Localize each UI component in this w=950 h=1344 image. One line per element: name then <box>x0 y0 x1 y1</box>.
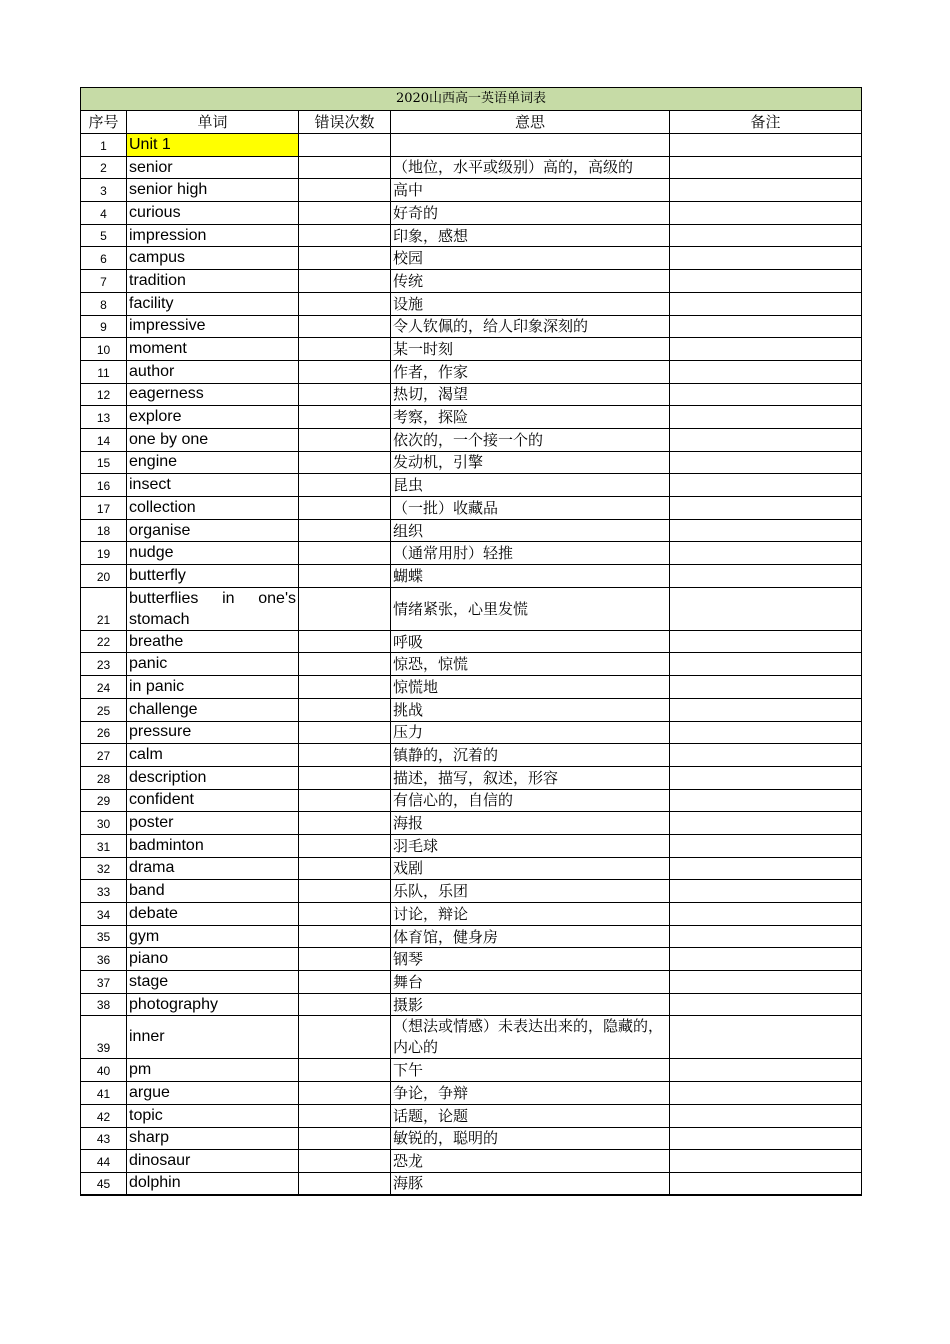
word-cell[interactable]: description <box>127 766 299 789</box>
notes-cell[interactable] <box>670 789 862 812</box>
row-index-cell[interactable]: 12 <box>81 383 127 406</box>
row-index-cell[interactable]: 26 <box>81 721 127 744</box>
word-cell[interactable]: Unit 1 <box>127 134 299 157</box>
notes-cell[interactable] <box>670 1127 862 1150</box>
notes-cell[interactable] <box>670 1059 862 1082</box>
header-errors[interactable]: 错误次数 <box>299 111 391 134</box>
error-count-cell[interactable] <box>299 428 391 451</box>
error-count-cell[interactable] <box>299 451 391 474</box>
table-row <box>81 766 862 789</box>
table-row <box>81 744 862 767</box>
word-cell[interactable]: explore <box>127 406 299 429</box>
row-index-cell[interactable]: 22 <box>81 630 127 653</box>
header-index[interactable]: 序号 <box>81 111 127 134</box>
table-row <box>81 630 862 653</box>
row-index-cell[interactable]: 2 <box>81 156 127 179</box>
meaning-cell[interactable]: 呼吸 <box>391 630 670 653</box>
word-cell[interactable]: butterflies in one's stomach <box>127 587 299 630</box>
table-row <box>81 315 862 338</box>
table-row <box>81 451 862 474</box>
notes-cell[interactable] <box>670 925 862 948</box>
meaning-cell[interactable]: 描述，描写，叙述，形容 <box>391 766 670 789</box>
row-index-cell[interactable]: 24 <box>81 676 127 699</box>
word-cell[interactable]: drama <box>127 857 299 880</box>
row-index-cell[interactable]: 25 <box>81 698 127 721</box>
table-row <box>81 721 862 744</box>
row-index-cell[interactable]: 37 <box>81 971 127 994</box>
meaning-cell[interactable]: 发动机，引擎 <box>391 451 670 474</box>
meaning-cell[interactable]: 羽毛球 <box>391 834 670 857</box>
word-cell[interactable]: band <box>127 880 299 903</box>
notes-cell[interactable] <box>670 247 862 270</box>
error-count-cell[interactable] <box>299 1082 391 1105</box>
notes-cell[interactable] <box>670 565 862 588</box>
error-count-cell[interactable] <box>299 1127 391 1150</box>
table-row <box>81 971 862 994</box>
word-cell[interactable]: senior <box>127 156 299 179</box>
row-index-cell[interactable]: 18 <box>81 519 127 542</box>
meaning-cell[interactable]: 海报 <box>391 812 670 835</box>
table-row <box>81 134 862 157</box>
word-cell[interactable]: engine <box>127 451 299 474</box>
notes-cell[interactable] <box>670 812 862 835</box>
table-row <box>81 1172 862 1195</box>
error-count-cell[interactable] <box>299 156 391 179</box>
notes-cell[interactable] <box>670 428 862 451</box>
meaning-cell[interactable]: 依次的，一个接一个的 <box>391 428 670 451</box>
word-cell[interactable]: stage <box>127 971 299 994</box>
error-count-cell[interactable] <box>299 474 391 497</box>
table-row <box>81 676 862 699</box>
word-cell[interactable]: gym <box>127 925 299 948</box>
table-row <box>81 338 862 361</box>
word-cell[interactable]: piano <box>127 948 299 971</box>
error-count-cell[interactable] <box>299 744 391 767</box>
notes-cell[interactable] <box>670 1016 862 1059</box>
meaning-cell[interactable]: 镇静的，沉着的 <box>391 744 670 767</box>
error-count-cell[interactable] <box>299 857 391 880</box>
row-index-cell[interactable]: 45 <box>81 1172 127 1195</box>
table-row <box>81 834 862 857</box>
table-row <box>81 497 862 520</box>
meaning-cell[interactable]: （通常用肘）轻推 <box>391 542 670 565</box>
error-count-cell[interactable] <box>299 565 391 588</box>
vocabulary-table <box>80 87 862 1196</box>
row-index-cell[interactable]: 16 <box>81 474 127 497</box>
error-count-cell[interactable] <box>299 903 391 926</box>
word-cell[interactable]: facility <box>127 292 299 315</box>
meaning-cell[interactable]: 恐龙 <box>391 1150 670 1173</box>
error-count-cell[interactable] <box>299 1104 391 1127</box>
meaning-cell[interactable]: 好奇的 <box>391 202 670 225</box>
table-row <box>81 406 862 429</box>
word-cell[interactable]: insect <box>127 474 299 497</box>
table-row <box>81 993 862 1016</box>
row-index-cell[interactable]: 10 <box>81 338 127 361</box>
notes-cell[interactable] <box>670 292 862 315</box>
error-count-cell[interactable] <box>299 247 391 270</box>
meaning-cell[interactable]: 压力 <box>391 721 670 744</box>
row-index-cell[interactable]: 17 <box>81 497 127 520</box>
word-cell[interactable]: one by one <box>127 428 299 451</box>
table-row <box>81 428 862 451</box>
table-row <box>81 1127 862 1150</box>
header-notes[interactable]: 备注 <box>670 111 862 134</box>
error-count-cell[interactable] <box>299 224 391 247</box>
word-cell[interactable]: dinosaur <box>127 1150 299 1173</box>
meaning-cell[interactable]: 戏剧 <box>391 857 670 880</box>
word-cell[interactable]: challenge <box>127 698 299 721</box>
error-count-cell[interactable] <box>299 925 391 948</box>
word-cell[interactable]: breathe <box>127 630 299 653</box>
meaning-cell[interactable]: （想法或情感）未表达出来的，隐藏的，内心的 <box>391 1016 670 1059</box>
table-row <box>81 1150 862 1173</box>
notes-cell[interactable] <box>670 948 862 971</box>
error-count-cell[interactable] <box>299 360 391 383</box>
error-count-cell[interactable] <box>299 315 391 338</box>
table-row <box>81 925 862 948</box>
meaning-cell[interactable]: 高中 <box>391 179 670 202</box>
word-cell[interactable]: topic <box>127 1104 299 1127</box>
notes-cell[interactable] <box>670 156 862 179</box>
word-cell[interactable]: pm <box>127 1059 299 1082</box>
meaning-cell[interactable]: 印象，感想 <box>391 224 670 247</box>
row-index-cell[interactable]: 4 <box>81 202 127 225</box>
table-row <box>81 224 862 247</box>
meaning-cell[interactable]: （地位，水平或级别）高的，高级的 <box>391 156 670 179</box>
error-count-cell[interactable] <box>299 270 391 293</box>
error-count-cell[interactable] <box>299 789 391 812</box>
word-cell[interactable]: badminton <box>127 834 299 857</box>
error-count-cell[interactable] <box>299 721 391 744</box>
word-cell[interactable]: curious <box>127 202 299 225</box>
table-row <box>81 519 862 542</box>
table-row <box>81 156 862 179</box>
row-index-cell[interactable]: 32 <box>81 857 127 880</box>
error-count-cell[interactable] <box>299 292 391 315</box>
notes-cell[interactable] <box>670 698 862 721</box>
meaning-cell[interactable]: 有信心的，自信的 <box>391 789 670 812</box>
word-cell[interactable]: impression <box>127 224 299 247</box>
table-row <box>81 247 862 270</box>
table-row <box>81 270 862 293</box>
notes-cell[interactable] <box>670 721 862 744</box>
sheet-title[interactable]: 2020山西高一英语单词表 <box>81 88 862 111</box>
meaning-cell[interactable]: 作者，作家 <box>391 360 670 383</box>
meaning-cell[interactable]: 组织 <box>391 519 670 542</box>
error-count-cell[interactable] <box>299 766 391 789</box>
notes-cell[interactable] <box>670 857 862 880</box>
row-index-cell[interactable]: 33 <box>81 880 127 903</box>
table-row <box>81 383 862 406</box>
row-index-cell[interactable]: 28 <box>81 766 127 789</box>
error-count-cell[interactable] <box>299 497 391 520</box>
meaning-cell[interactable]: 争论，争辩 <box>391 1082 670 1105</box>
error-count-cell[interactable] <box>299 1172 391 1195</box>
row-index-cell[interactable]: 31 <box>81 834 127 857</box>
error-count-cell[interactable] <box>299 1059 391 1082</box>
error-count-cell[interactable] <box>299 834 391 857</box>
error-count-cell[interactable] <box>299 676 391 699</box>
error-count-cell[interactable] <box>299 134 391 157</box>
meaning-cell[interactable]: 考察，探险 <box>391 406 670 429</box>
table-row <box>81 789 862 812</box>
meaning-cell[interactable]: 设施 <box>391 292 670 315</box>
error-count-cell[interactable] <box>299 630 391 653</box>
row-index-cell[interactable]: 42 <box>81 1104 127 1127</box>
row-index-cell[interactable]: 41 <box>81 1082 127 1105</box>
notes-cell[interactable] <box>670 880 862 903</box>
error-count-cell[interactable] <box>299 587 391 630</box>
error-count-cell[interactable] <box>299 812 391 835</box>
row-index-cell[interactable]: 19 <box>81 542 127 565</box>
notes-cell[interactable] <box>670 315 862 338</box>
row-index-cell[interactable]: 1 <box>81 134 127 157</box>
word-cell[interactable]: photography <box>127 993 299 1016</box>
error-count-cell[interactable] <box>299 948 391 971</box>
error-count-cell[interactable] <box>299 179 391 202</box>
row-index-cell[interactable]: 40 <box>81 1059 127 1082</box>
notes-cell[interactable] <box>670 1150 862 1173</box>
meaning-cell[interactable]: 摄影 <box>391 993 670 1016</box>
table-row <box>81 1104 862 1127</box>
row-index-cell[interactable]: 15 <box>81 451 127 474</box>
error-count-cell[interactable] <box>299 971 391 994</box>
row-index-cell[interactable]: 30 <box>81 812 127 835</box>
table-row <box>81 857 862 880</box>
row-index-cell[interactable]: 13 <box>81 406 127 429</box>
meaning-cell[interactable]: 钢琴 <box>391 948 670 971</box>
notes-cell[interactable] <box>670 744 862 767</box>
word-cell[interactable]: moment <box>127 338 299 361</box>
row-index-cell[interactable]: 9 <box>81 315 127 338</box>
table-row <box>81 880 862 903</box>
meaning-cell[interactable]: 惊慌地 <box>391 676 670 699</box>
table-row <box>81 202 862 225</box>
meaning-cell[interactable]: 下午 <box>391 1059 670 1082</box>
row-index-cell[interactable]: 34 <box>81 903 127 926</box>
row-index-cell[interactable]: 39 <box>81 1016 127 1059</box>
row-index-cell[interactable]: 5 <box>81 224 127 247</box>
notes-cell[interactable] <box>670 993 862 1016</box>
word-cell[interactable]: panic <box>127 653 299 676</box>
notes-cell[interactable] <box>670 451 862 474</box>
notes-cell[interactable] <box>670 338 862 361</box>
row-index-cell[interactable]: 6 <box>81 247 127 270</box>
word-cell[interactable]: dolphin <box>127 1172 299 1195</box>
error-count-cell[interactable] <box>299 1150 391 1173</box>
meaning-cell[interactable]: 惊恐，惊慌 <box>391 653 670 676</box>
header-word[interactable]: 单词 <box>127 111 299 134</box>
meaning-cell[interactable]: 令人钦佩的，给人印象深刻的 <box>391 315 670 338</box>
word-cell[interactable]: inner <box>127 1016 299 1059</box>
meaning-cell[interactable]: 挑战 <box>391 698 670 721</box>
table-row <box>81 1016 862 1059</box>
word-cell[interactable]: organise <box>127 519 299 542</box>
meaning-cell[interactable]: 讨论，辩论 <box>391 903 670 926</box>
notes-cell[interactable] <box>670 903 862 926</box>
row-index-cell[interactable]: 27 <box>81 744 127 767</box>
word-cell[interactable]: butterfly <box>127 565 299 588</box>
table-row <box>81 179 862 202</box>
notes-cell[interactable] <box>670 474 862 497</box>
meaning-cell[interactable]: 话题，论题 <box>391 1104 670 1127</box>
meaning-cell[interactable]: 舞台 <box>391 971 670 994</box>
word-cell[interactable]: in panic <box>127 676 299 699</box>
notes-cell[interactable] <box>670 653 862 676</box>
word-cell[interactable]: nudge <box>127 542 299 565</box>
error-count-cell[interactable] <box>299 698 391 721</box>
notes-cell[interactable] <box>670 202 862 225</box>
row-index-cell[interactable]: 44 <box>81 1150 127 1173</box>
notes-cell[interactable] <box>670 587 862 630</box>
table-row <box>81 948 862 971</box>
row-index-cell[interactable]: 38 <box>81 993 127 1016</box>
notes-cell[interactable] <box>670 497 862 520</box>
word-cell[interactable]: sharp <box>127 1127 299 1150</box>
row-index-cell[interactable]: 35 <box>81 925 127 948</box>
meaning-cell[interactable]: 蝴蝶 <box>391 565 670 588</box>
error-count-cell[interactable] <box>299 202 391 225</box>
row-index-cell[interactable]: 29 <box>81 789 127 812</box>
notes-cell[interactable] <box>670 1082 862 1105</box>
error-count-cell[interactable] <box>299 1016 391 1059</box>
row-index-cell[interactable]: 23 <box>81 653 127 676</box>
word-cell[interactable]: eagerness <box>127 383 299 406</box>
meaning-cell[interactable]: （一批）收藏品 <box>391 497 670 520</box>
table-row <box>81 1082 862 1105</box>
row-index-cell[interactable]: 8 <box>81 292 127 315</box>
notes-cell[interactable] <box>670 383 862 406</box>
word-cell[interactable]: author <box>127 360 299 383</box>
notes-cell[interactable] <box>670 1104 862 1127</box>
meaning-cell[interactable]: 敏锐的，聪明的 <box>391 1127 670 1150</box>
notes-cell[interactable] <box>670 224 862 247</box>
meaning-cell[interactable]: 昆虫 <box>391 474 670 497</box>
error-count-cell[interactable] <box>299 653 391 676</box>
notes-cell[interactable] <box>670 766 862 789</box>
error-count-cell[interactable] <box>299 519 391 542</box>
meaning-cell[interactable]: 校园 <box>391 247 670 270</box>
notes-cell[interactable] <box>670 1172 862 1195</box>
error-count-cell[interactable] <box>299 406 391 429</box>
notes-cell[interactable] <box>670 179 862 202</box>
notes-cell[interactable] <box>670 270 862 293</box>
error-count-cell[interactable] <box>299 383 391 406</box>
row-index-cell[interactable]: 20 <box>81 565 127 588</box>
table-row <box>81 360 862 383</box>
table-row <box>81 474 862 497</box>
meaning-cell[interactable]: 乐队，乐团 <box>391 880 670 903</box>
word-cell[interactable]: argue <box>127 1082 299 1105</box>
table-row <box>81 1059 862 1082</box>
notes-cell[interactable] <box>670 360 862 383</box>
table-row <box>81 565 862 588</box>
meaning-cell[interactable]: 某一时刻 <box>391 338 670 361</box>
row-index-cell[interactable]: 36 <box>81 948 127 971</box>
meaning-cell[interactable]: 传统 <box>391 270 670 293</box>
word-cell[interactable]: impressive <box>127 315 299 338</box>
table-row <box>81 812 862 835</box>
notes-cell[interactable] <box>670 630 862 653</box>
table-row <box>81 292 862 315</box>
table-row <box>81 698 862 721</box>
notes-cell[interactable] <box>670 542 862 565</box>
word-cell[interactable]: confident <box>127 789 299 812</box>
meaning-cell[interactable]: 热切，渴望 <box>391 383 670 406</box>
notes-cell[interactable] <box>670 134 862 157</box>
notes-cell[interactable] <box>670 406 862 429</box>
meaning-cell[interactable]: 海豚 <box>391 1172 670 1195</box>
row-index-cell[interactable]: 21 <box>81 587 127 630</box>
word-cell[interactable]: calm <box>127 744 299 767</box>
table-row <box>81 542 862 565</box>
word-cell[interactable]: poster <box>127 812 299 835</box>
table-row <box>81 903 862 926</box>
meaning-cell[interactable] <box>391 134 670 157</box>
word-cell[interactable]: pressure <box>127 721 299 744</box>
error-count-cell[interactable] <box>299 880 391 903</box>
notes-cell[interactable] <box>670 676 862 699</box>
row-index-cell[interactable]: 11 <box>81 360 127 383</box>
notes-cell[interactable] <box>670 519 862 542</box>
word-cell[interactable]: senior high <box>127 179 299 202</box>
row-index-cell[interactable]: 7 <box>81 270 127 293</box>
error-count-cell[interactable] <box>299 993 391 1016</box>
word-cell[interactable]: debate <box>127 903 299 926</box>
row-index-cell[interactable]: 43 <box>81 1127 127 1150</box>
word-cell[interactable]: tradition <box>127 270 299 293</box>
table-row <box>81 587 862 630</box>
notes-cell[interactable] <box>670 834 862 857</box>
meaning-cell[interactable]: 体育馆，健身房 <box>391 925 670 948</box>
word-cell[interactable]: campus <box>127 247 299 270</box>
meaning-cell[interactable]: 情绪紧张，心里发慌 <box>391 587 670 630</box>
table-row <box>81 653 862 676</box>
row-index-cell[interactable]: 14 <box>81 428 127 451</box>
row-index-cell[interactable]: 3 <box>81 179 127 202</box>
word-cell[interactable]: collection <box>127 497 299 520</box>
header-meaning[interactable]: 意思 <box>391 111 670 134</box>
error-count-cell[interactable] <box>299 338 391 361</box>
error-count-cell[interactable] <box>299 542 391 565</box>
notes-cell[interactable] <box>670 971 862 994</box>
